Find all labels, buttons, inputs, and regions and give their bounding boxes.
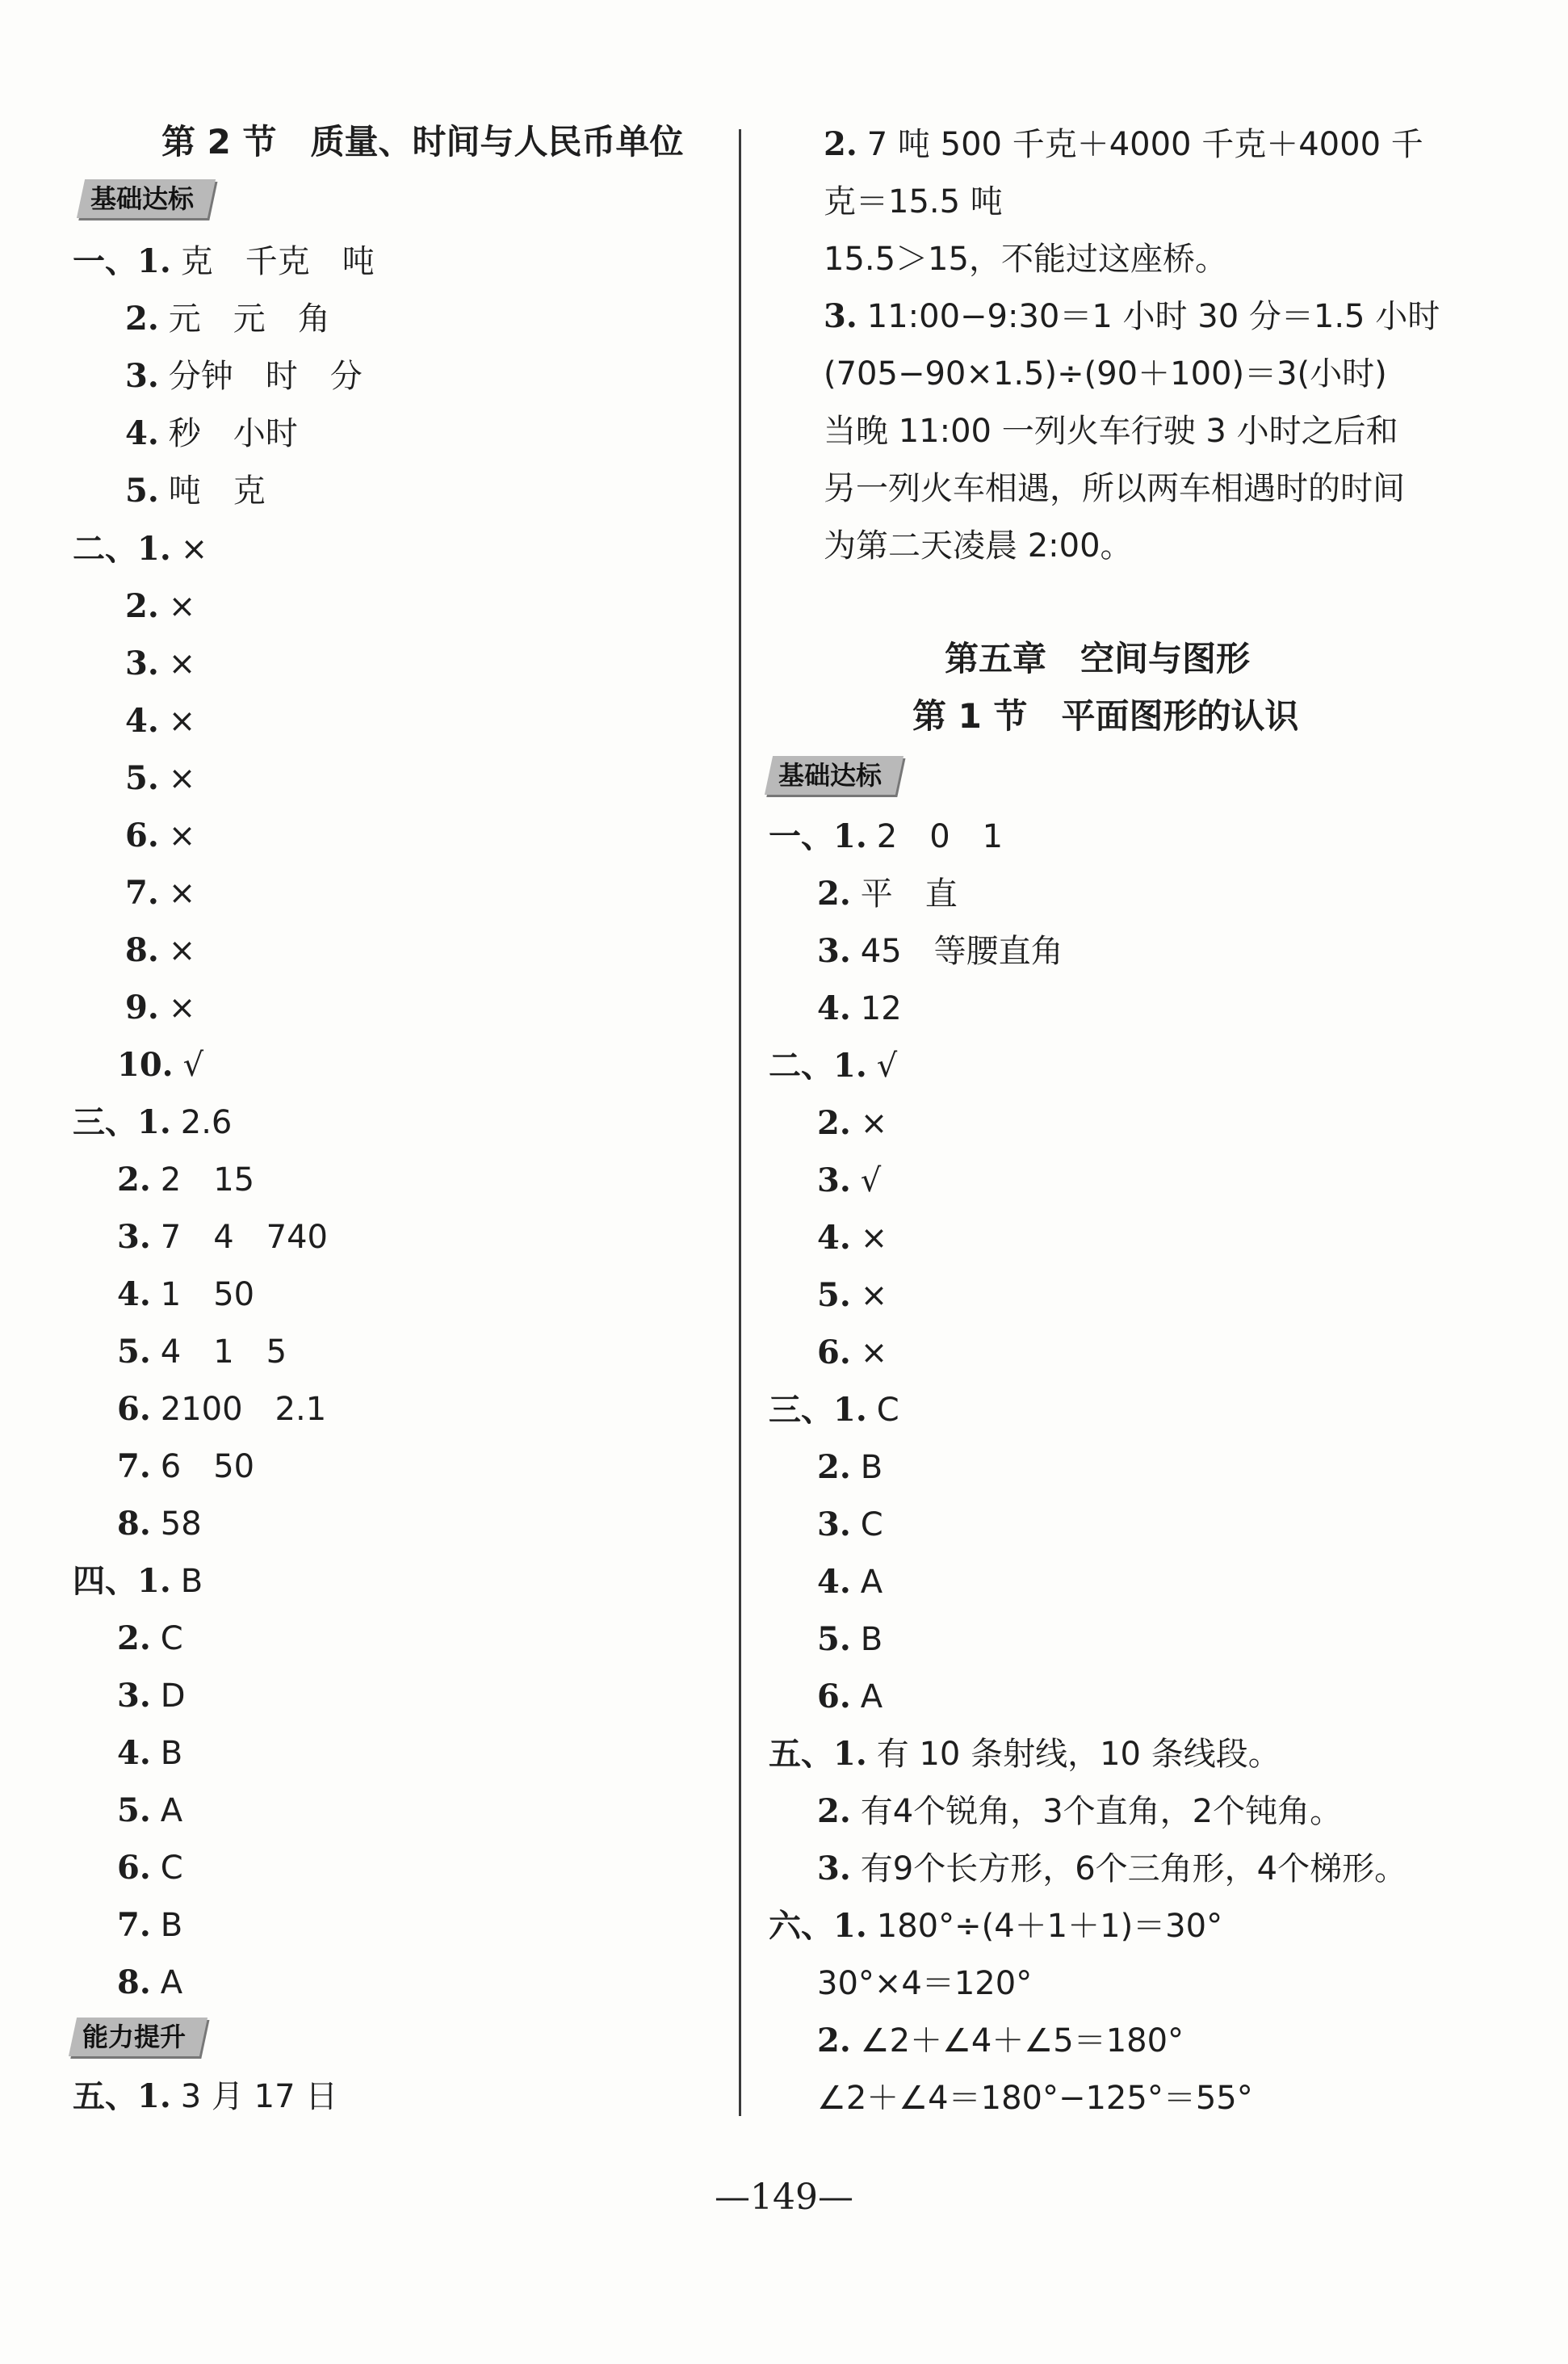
column-divider — [739, 129, 741, 2116]
list-item: 3. 11:00−9:30＝1 小时 30 分＝1.5 小时 — [824, 297, 1440, 335]
list-item: 3. 有9个长方形，6个三角形，4个梯形。 — [817, 1850, 1407, 1887]
list-item: 9. × — [125, 989, 196, 1027]
list-item: 5. B — [817, 1620, 883, 1658]
chapter-title: 第五章 空间与图形 — [945, 639, 1251, 678]
list-item: 2. × — [817, 1104, 888, 1142]
list-item: 4. A — [817, 1563, 883, 1601]
badge-advanced: 能力提升 — [69, 2018, 208, 2056]
list-item: 三、1. 2.6 — [73, 1103, 233, 1141]
list-item: 5. A — [117, 1791, 183, 1829]
badge-basic: 基础达标 — [77, 179, 216, 218]
list-item: 6. × — [817, 1333, 888, 1371]
list-item: 4. × — [817, 1219, 888, 1257]
list-item: 2. 元 元 角 — [125, 300, 330, 338]
list-item: 7. × — [125, 874, 196, 912]
text-line: 为第二天凌晨 2:00。 — [824, 527, 1133, 565]
list-item: 3. D — [117, 1677, 186, 1715]
list-item: 4. 12 — [817, 989, 902, 1027]
list-item: 6. × — [125, 817, 196, 854]
page-number: —149— — [715, 2177, 853, 2218]
list-item: 6. A — [817, 1677, 883, 1715]
list-item: 2. 7 吨 500 千克＋4000 千克＋4000 千 — [824, 125, 1423, 163]
badge-basic: 基础达标 — [765, 756, 903, 795]
section-title: 第 1 节 平面图形的认识 — [912, 696, 1299, 736]
list-item: 五、1. 3 月 17 日 — [73, 2077, 338, 2115]
text-line: 15.5＞15，不能过这座桥。 — [824, 241, 1227, 278]
text-line: (705−90×1.5)÷(90＋100)＝3(小时) — [824, 355, 1387, 393]
text-line: 克＝15.5 吨 — [824, 183, 1003, 220]
section-title: 第 2 节 质量、时间与人民币单位 — [161, 122, 684, 162]
list-item: 2. 平 直 — [817, 875, 958, 913]
list-item: 5. × — [817, 1276, 888, 1314]
list-item: 8. 58 — [117, 1505, 202, 1543]
list-item: 三、1. C — [769, 1391, 899, 1429]
list-item: 6. C — [117, 1849, 183, 1887]
list-item: 四、1. B — [73, 1562, 203, 1600]
list-item: 10. √ — [117, 1046, 204, 1084]
list-item: 3. √ — [817, 1161, 882, 1199]
list-item: 3. 7 4 740 — [117, 1218, 329, 1256]
list-item: 5. × — [125, 759, 196, 797]
list-item: 6. 2100 2.1 — [117, 1390, 327, 1428]
list-item: 4. × — [125, 702, 196, 740]
text-line: ∠2＋∠4＝180°−125°＝55° — [817, 2080, 1253, 2117]
text-line: 另一列火车相遇，所以两车相遇时的时间 — [824, 470, 1405, 507]
text-line: 当晚 11:00 一列火车行驶 3 小时之后和 — [824, 413, 1398, 450]
list-item: 2. 2 15 — [117, 1161, 255, 1199]
list-item: 4. B — [117, 1734, 183, 1772]
list-item: 8. × — [125, 931, 196, 969]
list-item: 3. × — [125, 645, 196, 682]
list-item: 4. 1 50 — [117, 1275, 255, 1313]
list-item: 3. C — [817, 1505, 883, 1543]
list-item: 2. B — [817, 1448, 883, 1486]
list-item: 7. 6 50 — [117, 1447, 255, 1485]
list-item: 一、1. 2 0 1 — [769, 817, 1004, 855]
list-item: 5. 4 1 5 — [117, 1333, 287, 1371]
list-item: 二、1. √ — [769, 1047, 898, 1085]
list-item: 2. × — [125, 587, 196, 625]
list-item: 8. A — [117, 1963, 183, 2001]
list-item: 2. C — [117, 1619, 183, 1657]
list-item: 3. 分钟 时 分 — [125, 357, 363, 395]
list-item: 五、1. 有 10 条射线，10 条线段。 — [769, 1735, 1281, 1773]
list-item: 4. 秒 小时 — [125, 414, 298, 452]
list-item: 3. 45 等腰直角 — [817, 932, 1063, 970]
text-line: 30°×4＝120° — [817, 1965, 1033, 2002]
list-item: 5. 吨 克 — [125, 472, 266, 510]
list-item: 2. 有4个锐角，3个直角，2个钝角。 — [817, 1792, 1343, 1830]
list-item: 一、1. 克 千克 吨 — [73, 242, 375, 280]
list-item: 7. B — [117, 1906, 183, 1944]
list-item: 二、1. × — [73, 530, 208, 568]
list-item: 六、1. 180°÷(4＋1＋1)＝30° — [769, 1907, 1223, 1945]
list-item: 2. ∠2＋∠4＋∠5＝180° — [817, 2022, 1184, 2060]
